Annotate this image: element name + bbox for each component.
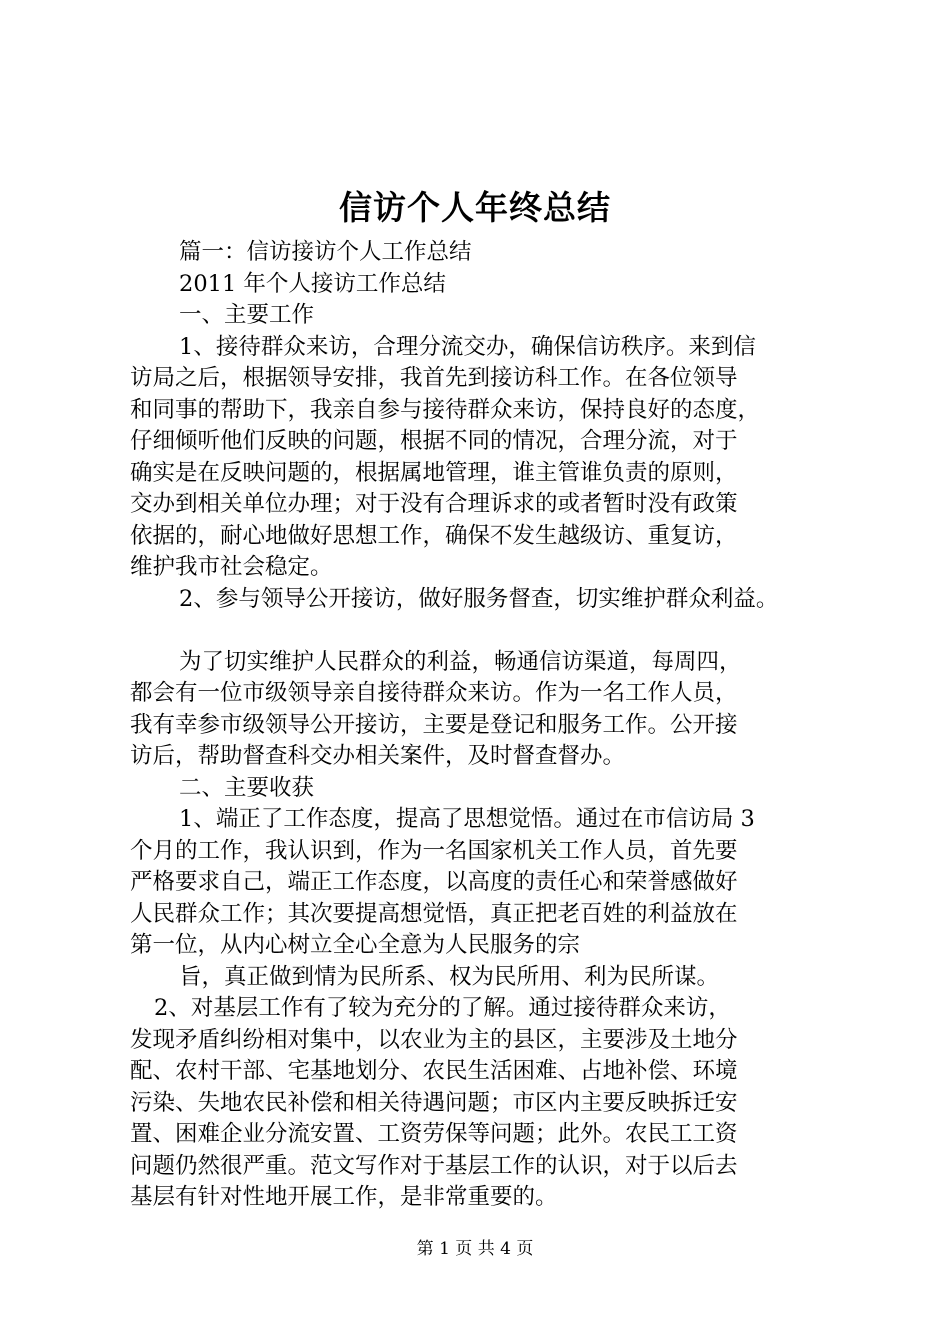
text-line: 发现矛盾纠纷相对集中，以农业为主的县区，主要涉及土地分 (130, 1026, 738, 1053)
text-line: 一、主要工作 (179, 302, 315, 328)
text-line: 严格要求自己，端正工作态度，以高度的责任心和荣誉感做好 (130, 869, 738, 895)
text-line: 都会有一位市级领导亲自接待群众来访。作为一名工作人员， (130, 680, 738, 706)
text-line: 污染、失地农民补偿和相关待遇问题；市区内主要反映拆迁安 (130, 1089, 738, 1116)
text-line: 2、对基层工作有了较为充分的了解。通过接待群众来访， (154, 995, 731, 1021)
blank-line (130, 615, 830, 647)
text-line: 为了切实维护人民群众的利益，畅通信访渠道，每周四， (179, 648, 742, 675)
text-line: 访局之后，根据领导安排，我首先到接访科工作。在各位领导 (130, 365, 738, 391)
text-line: 2011 年个人接访工作总结 (179, 270, 446, 297)
text-line: 确实是在反映问题的，根据属地管理，谁主管谁负责的原则， (130, 459, 738, 486)
document-title: 信访个人年终总结 (339, 188, 611, 227)
text-line: 2、参与领导公开接访，做好服务督查，切实维护群众利益。 (179, 585, 779, 612)
text-line: 置、困难企业分流安置、工资劳保等问题；此外。农民工工资 (130, 1121, 738, 1147)
text-line: 我有幸参市级领导公开接访，主要是登记和服务工作。公开接 (130, 711, 738, 738)
text-line: 依据的，耐心地做好思想工作，确保不发生越级访、重复访， (130, 522, 738, 549)
text-line: 配、农村干部、宅基地划分、农民生活困难、占地补偿、环境 (130, 1058, 738, 1084)
text-line: 维护我市社会稳定。 (130, 554, 333, 580)
text-line: 和同事的帮助下，我亲自参与接待群众来访，保持良好的态度， (130, 396, 761, 423)
document-body (130, 237, 830, 1214)
text-line: 基层有针对性地开展工作，是非常重要的。 (130, 1184, 558, 1210)
text-line: 人民群众工作；其次要提高想觉悟，真正把老百姓的利益放在 (130, 900, 738, 927)
text-line: 1、接待群众来访，合理分流交办，确保信访秩序。来到信 (179, 333, 756, 360)
text-line: 篇一：信访接访个人工作总结 (179, 239, 472, 265)
text-line: 第一位，从内心树立全心全意为人民服务的宗 (130, 932, 581, 958)
text-line: 二、主要收获 (179, 774, 315, 801)
text-line: 访后，帮助督查科交办相关案件，及时督查督办。 (130, 743, 626, 769)
text-line: 个月的工作，我认识到，作为一名国家机关工作人员，首先要 (130, 837, 738, 864)
text-line: 问题仍然很严重。范文写作对于基层工作的认识，对于以后去 (130, 1152, 738, 1179)
text-line: 交办到相关单位办理；对于没有合理诉求的或者暂时没有政策 (130, 491, 738, 517)
text-line: 仔细倾听他们反映的问题，根据不同的情况，合理分流，对于 (130, 428, 738, 454)
page-footer: 第 1 页 共 4 页 (416, 1239, 534, 1259)
text-line: 1、端正了工作态度，提高了思想觉悟。通过在市信访局 3 (179, 806, 755, 832)
text-line: 旨，真正做到情为民所系、权为民所用、利为民所谋。 (179, 963, 720, 990)
